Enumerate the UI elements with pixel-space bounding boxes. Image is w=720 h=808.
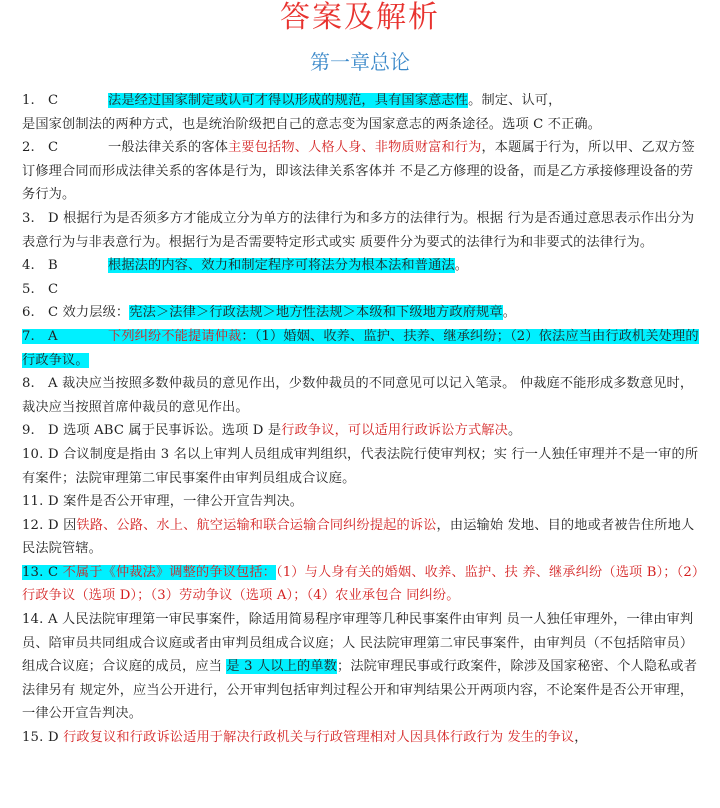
red-emphasis-text: 下列纠纷不能提请仲裁 (108, 328, 242, 344)
item-text-rest: ， (574, 730, 588, 746)
red-emphasis-text: 铁路、公路、水上、航空运输和联合运输合同纠纷提起的诉讼 (76, 517, 437, 533)
answer-item-4 (22, 254, 700, 278)
item-answer: C (48, 140, 59, 156)
highlighted-text: ：（1）婚姻、收养、监护、扶养、继承纠纷；（2）依法应当由行政机关处理的行政争议。 (22, 328, 699, 368)
item-text: 一般法律关系的客体 (108, 140, 229, 156)
answer-list (22, 89, 700, 750)
item-text: D 根据行为是否须多方才能成立分为单方的法律行为和多方的法律行为。根据 行为是否通过意思表示作出分为表意行为与非表意行为。根据行为是否需要特定形式或实 质要件分为要式的法律行为和非要式的法律行为。 (22, 210, 695, 250)
item-number: 2. (22, 140, 35, 156)
item-number: 14. (22, 612, 44, 628)
item-text: A 裁决应当按照多数仲裁员的意见作出，少数仲裁员的不同意见可以记入笔录。 仲裁庭不能形成多数意见时，裁决应当按照首席仲裁员的意见作出。 (22, 376, 694, 415)
answer-item-3 (22, 207, 700, 254)
item-number: 7. (22, 328, 35, 344)
answer-item-14 (22, 608, 700, 726)
item-number: 9. (22, 423, 35, 439)
answer-item-12 (22, 514, 700, 561)
answer-item-10 (22, 443, 700, 490)
item-text: D 合议制度是指由 3 名以上审判人员组成审判组织，代表法院行使审判权；实 行一人独任审理并不是一审的所有案件；法院审理第二审民事案件由审判员组成合议庭。 (22, 446, 699, 486)
red-emphasis-text: 行政复议和行政诉讼适用于解决行政机关与行政管理相对人因具体行政行为 发生的争议 (63, 730, 575, 746)
answer-item-1 (22, 89, 700, 136)
highlighted-text: 宪法＞法律＞行政法规＞地方性法规＞本级和下级地方政府规章 (129, 305, 503, 321)
item-text: 。制定、认可， (468, 93, 562, 108)
answer-item-2 (22, 136, 700, 207)
item-text-rest: 。 (502, 305, 517, 321)
item-answer: C (48, 93, 59, 108)
item-text-continued: 是国家创制法的两种方式，也是统治阶级把自己的意志变为国家意志的两条途径。选项 C 不正确。 (22, 116, 602, 132)
item-text: C 效力层级： (48, 305, 130, 321)
item-number: 1. (22, 93, 35, 108)
item-text: A 人民法院审理第一审民事案件，除适用简易程序审理等几种民事案件由审判 员一人独任审理外，一律由审判员、陪审员共同组成合议庭或者由审判员组成合议庭；人 民法院审理第二审民事案件，由审判员（不包括陪审员）组成合议庭；合议庭的成员，应当 (22, 612, 694, 675)
item-text: D 因 (48, 517, 77, 533)
answer-item-8 (22, 372, 700, 419)
item-text: D (48, 730, 64, 746)
item-number: 10. (22, 446, 44, 462)
red-emphasis-text: 主要包括物、人格人身、非物质财富和行为 (228, 140, 482, 156)
chapter-title: 第一章总论 (310, 50, 410, 74)
item-text-rest: ，本题属于行为，所以甲、乙双方签订修理合同而形成法律关系的客体是行为，即该法律关系客体并 不是乙方修理的设备，而是乙方承接修理设备的劳务行为。 (22, 140, 695, 203)
red-emphasis-text: 行政争议，可以适用行政诉讼方式解决 (281, 423, 508, 439)
answer-item-5 (22, 278, 700, 302)
item-text-rest: 。 (507, 423, 522, 439)
item-answer: C (48, 564, 63, 580)
item-number: 11. (22, 494, 44, 510)
item-answer: B (48, 258, 58, 274)
item-number: 3. (22, 210, 35, 226)
item-number: 12. (22, 517, 44, 533)
item-text: 。 (454, 258, 469, 274)
item-text: D 案件是否公开审理，一律公开宣告判决。 (48, 494, 304, 510)
answer-item-11 (22, 490, 700, 514)
item-number: 5. (22, 281, 35, 297)
answer-item-15 (22, 726, 700, 750)
item-answer: C (48, 281, 59, 297)
page-title: 答案及解析 (280, 0, 440, 35)
item-answer: A (48, 328, 58, 344)
item-text-rest: ，由运输始 发地、目的地或者被告住所地人民法院管辖。 (22, 517, 695, 557)
answer-item-6 (22, 301, 700, 325)
highlighted-text: 是 3 人以上的单数 (226, 659, 337, 675)
answer-item-7 (22, 325, 700, 372)
answer-item-13 (22, 561, 700, 608)
item-number: 6. (22, 305, 35, 321)
item-number: 15. (22, 730, 44, 746)
item-number: 4. (22, 258, 35, 274)
highlighted-text: 根据法的内容、效力和制定程序可将法分为根本法和普通法 (108, 258, 455, 274)
item-text: D 选项 ABC 属于民事诉讼。选项 D 是 (48, 423, 282, 439)
answer-item-9 (22, 419, 700, 443)
item-text-rest: ；法院审理民事或行政案件，除涉及国家秘密、个人隐私或者法律另有 规定外，应当公开进行，公开审判包括审判过程公开和审判结果公开两项内容，不论案件是否公开审理，一律公开宣告判决。 (22, 659, 698, 722)
red-emphasis-text: （1）与人身有关的婚姻、收养、监护、扶 养、继承纠纷（选项 B）；（2）行政争议（选项 D）；（3）劳动争议（选项 A）；（4）农业承包合 同纠纷。 (22, 564, 699, 604)
highlighted-text: 法是经过国家制定或认可才得以形成的规范，具有国家意志性 (108, 93, 469, 108)
item-number: 8. (22, 376, 35, 392)
highlighted-text: 不属于《仲裁法》调整的争议包括： (62, 564, 276, 580)
item-number: 13. (22, 564, 44, 580)
